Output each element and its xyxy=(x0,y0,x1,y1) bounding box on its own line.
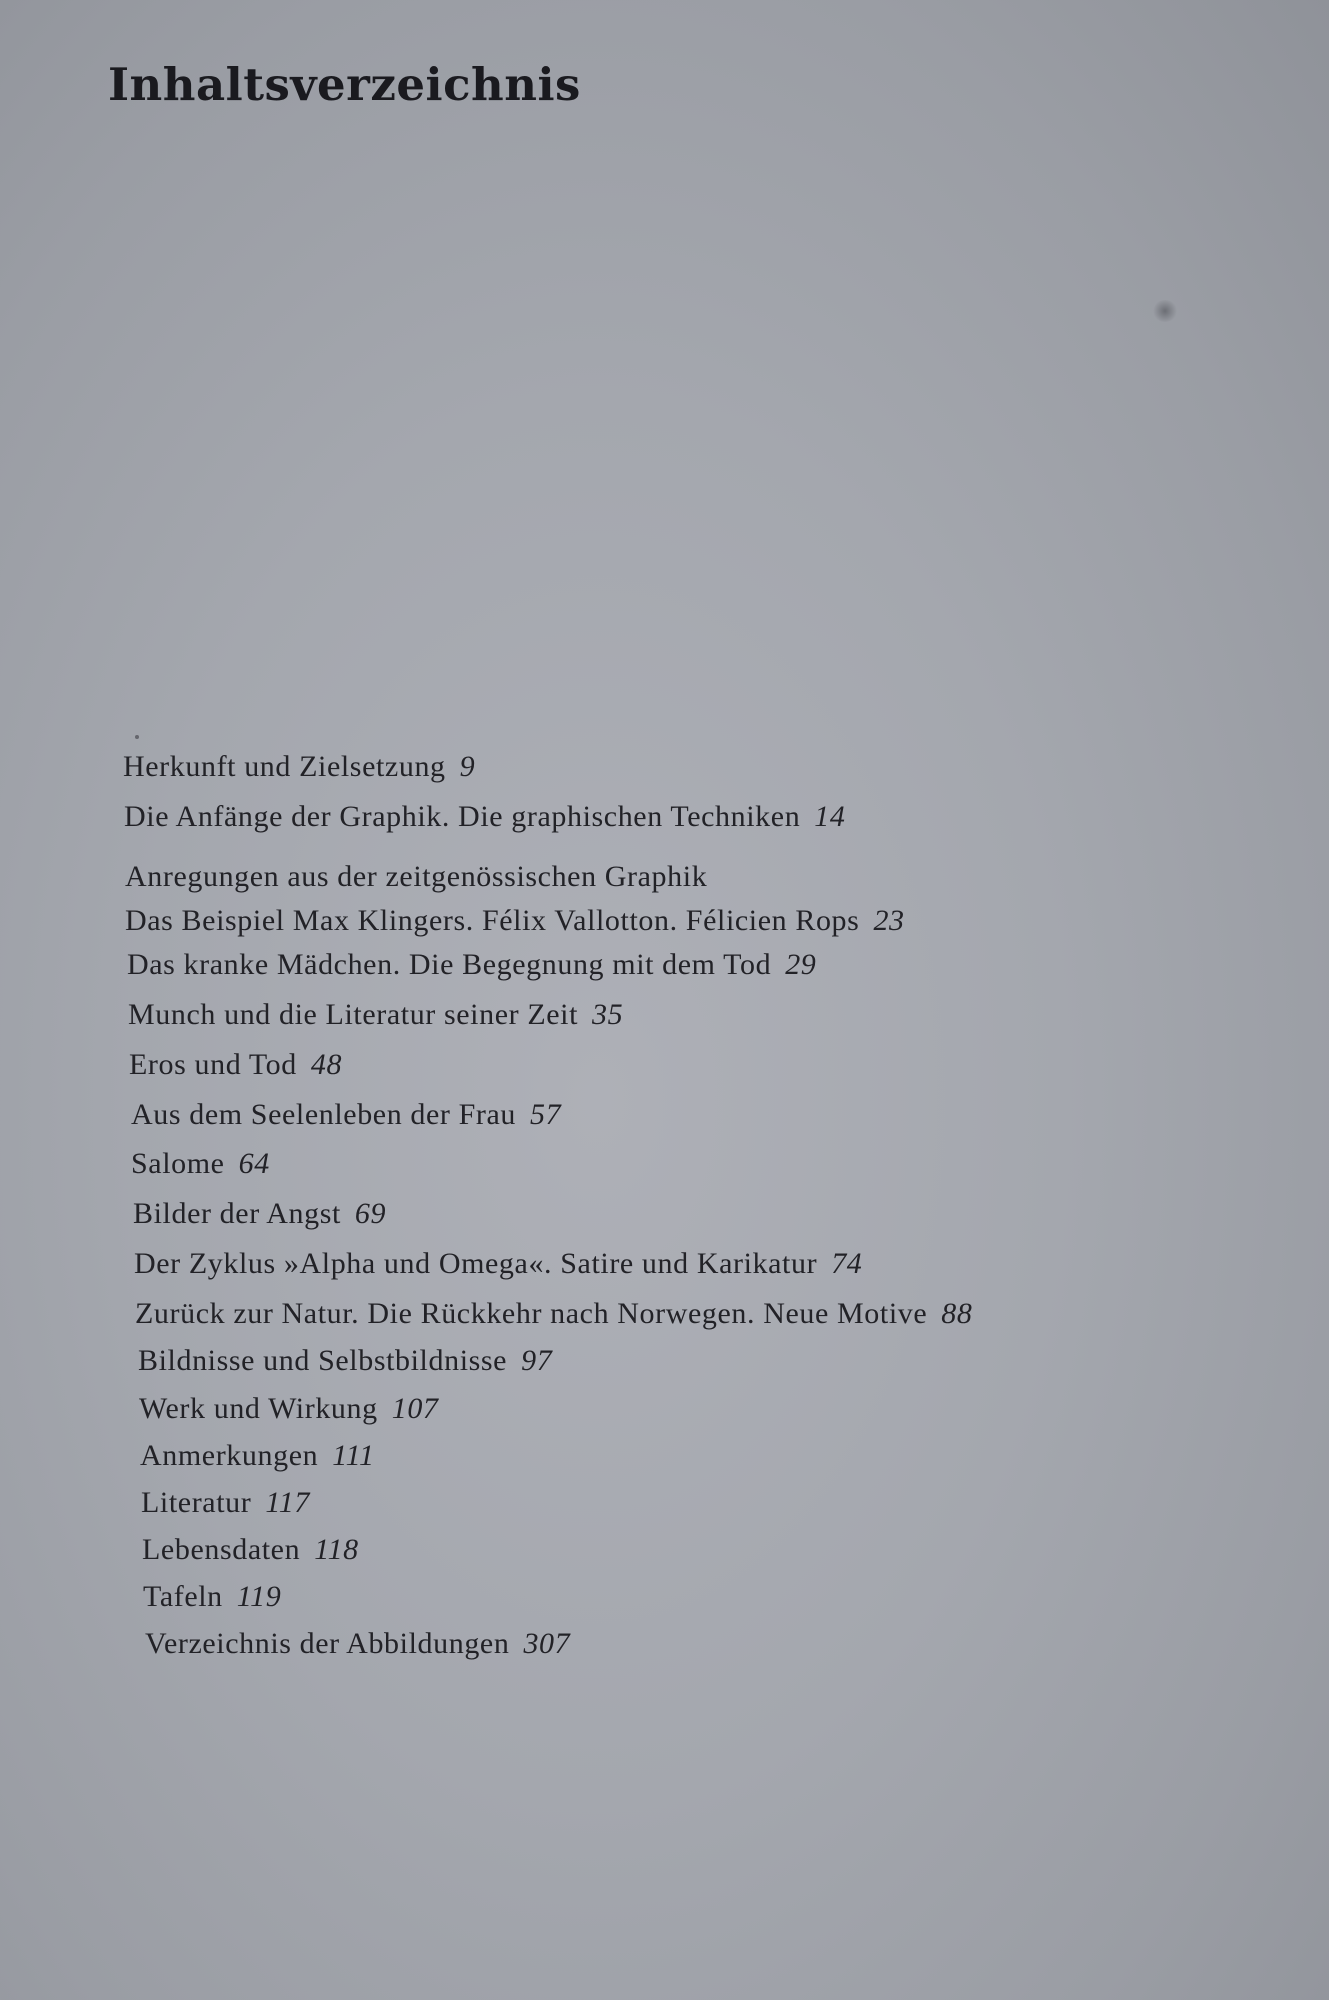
toc-entry-page: 64 xyxy=(238,1147,270,1180)
toc-entry xyxy=(141,1486,310,1520)
toc-entry-page: 119 xyxy=(236,1580,282,1613)
toc-entry-title: Das Beispiel Max Klingers. Félix Vallotton. Félicien Rops xyxy=(125,904,860,937)
toc-entry-page: 9 xyxy=(459,750,476,783)
toc-entry xyxy=(124,800,846,834)
toc-entry xyxy=(139,1392,439,1426)
toc-entry xyxy=(133,1197,386,1231)
toc-entry xyxy=(134,1247,862,1281)
toc-entry-title: Zurück zur Natur. Die Rückkehr nach Norwegen. Neue Motive xyxy=(135,1297,928,1330)
toc-entry-page: 57 xyxy=(530,1098,562,1131)
toc-entry-title: Tafeln xyxy=(143,1580,223,1613)
page-title: Inhaltsverzeichnis xyxy=(108,58,581,111)
toc-entry-page: 97 xyxy=(521,1344,553,1377)
toc-entry-title-line1: Anregungen aus der zeitgenössischen Graphik xyxy=(125,860,708,893)
toc-entry xyxy=(129,1048,342,1082)
toc-entry xyxy=(127,948,816,982)
toc-entry-title: Die Anfänge der Graphik. Die graphischen Techniken xyxy=(124,800,801,833)
toc-entry-page: 35 xyxy=(592,998,624,1031)
toc-entry-title: Bildnisse und Selbstbildnisse xyxy=(138,1344,508,1377)
toc-entry-page: 69 xyxy=(354,1197,387,1230)
toc-entry-title: Anmerkungen xyxy=(140,1439,319,1472)
toc-entry xyxy=(131,1098,561,1132)
toc-entry-title: Lebensdaten xyxy=(142,1533,301,1566)
paper-speck xyxy=(135,735,139,739)
toc-entry-page: 14 xyxy=(814,800,846,833)
toc-entry xyxy=(138,1344,552,1378)
toc-entry-title: Der Zyklus »Alpha und Omega«. Satire und Karikatur xyxy=(134,1247,818,1280)
toc-entry-title: Werk und Wirkung xyxy=(139,1392,378,1425)
toc-entry xyxy=(135,1297,972,1331)
toc-entry-title: Herkunft und Zielsetzung xyxy=(123,750,446,783)
toc-entry-page: 117 xyxy=(265,1486,310,1519)
toc-entry xyxy=(125,855,905,943)
toc-entry xyxy=(145,1627,570,1661)
toc-entry xyxy=(142,1533,359,1567)
toc-entry-title: Bilder der Angst xyxy=(133,1197,341,1230)
toc-entry xyxy=(143,1580,281,1614)
toc-entry-title: Munch und die Literatur seiner Zeit xyxy=(128,998,579,1031)
paper-smudge xyxy=(1152,300,1178,322)
toc-entry-page: 307 xyxy=(523,1627,571,1660)
toc-entry-title: Das kranke Mädchen. Die Begegnung mit dem Tod xyxy=(127,948,772,981)
toc-entry-title: Aus dem Seelenleben der Frau xyxy=(131,1098,517,1131)
toc-entry-page: 74 xyxy=(831,1247,863,1280)
toc-entry-page: 107 xyxy=(391,1392,439,1425)
toc-entry-page: 23 xyxy=(873,904,905,937)
toc-entry-title: Literatur xyxy=(141,1486,252,1519)
toc-entry xyxy=(123,750,475,784)
toc-entry xyxy=(140,1439,375,1473)
toc-entry-title: Eros und Tod xyxy=(129,1048,297,1081)
toc-entry-title: Verzeichnis der Abbildungen xyxy=(145,1627,510,1660)
toc-entry-page: 118 xyxy=(314,1533,359,1566)
toc-entry-page: 88 xyxy=(941,1297,973,1330)
toc-entry-page: 111 xyxy=(332,1439,375,1472)
toc-entry-title: Salome xyxy=(131,1147,225,1180)
toc-entry-page: 48 xyxy=(310,1048,343,1081)
toc-entry xyxy=(128,998,623,1032)
toc-entry xyxy=(131,1147,270,1181)
toc-entry-page: 29 xyxy=(785,948,817,981)
